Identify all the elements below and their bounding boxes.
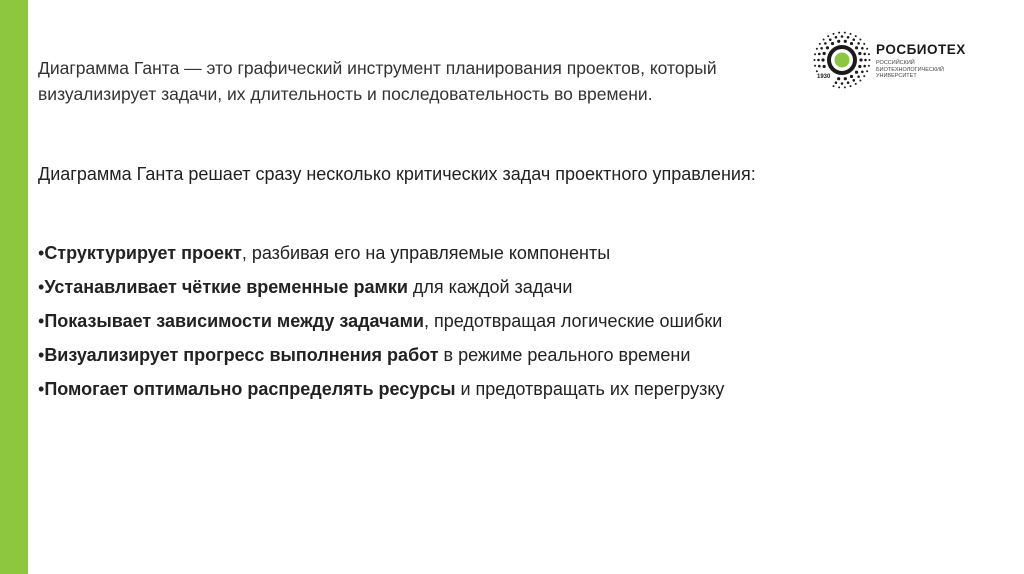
logo-dot	[818, 53, 821, 56]
logo-dot	[833, 33, 835, 35]
bullet-text: и предотвращать их перегрузку	[455, 379, 725, 399]
logo-dot	[820, 47, 823, 50]
logo-dot	[858, 52, 861, 55]
list-item: •Визуализирует прогресс выполнения работ в режиме реального времени	[38, 345, 691, 365]
logo-dot	[814, 65, 816, 67]
logo-dot	[868, 53, 870, 55]
bullet-bold-text: Помогает оптимально распределять ресурсы	[44, 379, 456, 399]
bullet-bold-text: Структурирует проект	[44, 243, 242, 263]
logo-dot	[838, 32, 840, 34]
logo-name: РОСБИОТЕХ	[876, 42, 966, 57]
logo-subtitle-line: УНИВЕРСИТЕТ	[876, 73, 917, 79]
list-item: •Показывает зависимости между задачами, предотвращая логические ошибки	[38, 311, 723, 331]
logo-dot	[863, 43, 865, 45]
bullet-bold-text: Устанавливает чёткие временные рамки	[44, 277, 408, 297]
logo-dot	[859, 58, 862, 61]
logo-dot	[847, 36, 850, 39]
logo-dot	[844, 77, 847, 80]
logo-dot	[852, 79, 855, 82]
bullet-text: в режиме реального времени	[438, 345, 691, 365]
logo-dot	[814, 53, 816, 55]
logo-dot	[855, 83, 857, 85]
logo-dot	[835, 36, 838, 39]
logo-dot	[855, 46, 858, 49]
logo-dot	[838, 86, 840, 88]
accent-side-bar	[0, 0, 28, 574]
logo-dot	[833, 85, 835, 87]
logo-dot	[819, 43, 821, 45]
logo-dot	[829, 38, 832, 41]
logo-dot	[817, 59, 820, 62]
bullet-bold-text: Визуализирует прогресс выполнения работ	[44, 345, 439, 365]
logo-dot	[850, 33, 852, 35]
logo-dot	[847, 81, 850, 84]
logo-dot	[831, 42, 834, 45]
bullet-text: для каждой задачи	[407, 277, 573, 297]
logo-dot	[816, 48, 818, 50]
list-item: •Помогает оптимально распределять ресурсы и предотвращать их перегрузку	[38, 379, 725, 399]
list-item: •Структурирует проект, разбивая его на управляемые компоненты	[38, 243, 611, 263]
logo-dot	[858, 65, 861, 68]
logo-dot	[859, 39, 861, 41]
benefits-list	[38, 242, 798, 412]
logo-dot	[857, 42, 860, 45]
logo-dot	[861, 70, 864, 73]
logo-dot	[857, 75, 860, 78]
logo-dot	[861, 47, 864, 50]
logo-dot	[850, 75, 853, 78]
logo-dot	[826, 46, 829, 49]
logo-dot	[841, 82, 844, 85]
logo-dot	[852, 38, 855, 41]
logo-dot	[844, 40, 847, 43]
svg-text:1930: 1930	[817, 74, 831, 80]
logo-dot	[837, 77, 840, 80]
logo-dot	[824, 42, 827, 45]
logo-dot	[835, 81, 838, 84]
logo-dot	[850, 42, 853, 45]
logo-subtitle	[876, 60, 944, 80]
logo-dot	[866, 48, 868, 50]
logo-dot	[837, 40, 840, 43]
logo-dot	[859, 79, 861, 81]
bullet-bold-text: Показывает зависимости между задачами	[44, 311, 424, 331]
logo-dot	[863, 65, 866, 68]
logo-dot	[844, 32, 846, 34]
logo-dot	[844, 86, 846, 88]
list-item: •Устанавливает чёткие временные рамки для каждой задачи	[38, 277, 573, 297]
logo-dot	[821, 58, 824, 61]
logo-dot	[818, 65, 821, 68]
logo-dot	[841, 35, 844, 38]
university-logo	[812, 30, 992, 90]
logo-dot	[868, 65, 870, 67]
logo-dot	[850, 85, 852, 87]
logo-dot	[823, 39, 825, 41]
logo-dot	[866, 70, 868, 72]
bullet-text: , предотвращая логические ошибки	[423, 311, 723, 331]
logo-dot	[863, 75, 865, 77]
logo-dot	[827, 35, 829, 37]
logo-dot	[855, 71, 858, 74]
logo-subtitle-line: БИОТЕХНОЛОГИЧЕСКИЙ	[876, 66, 944, 73]
logo-dot	[864, 59, 867, 62]
bullet-text: , разбивая его на управляемые компоненты	[241, 243, 611, 263]
logo-dot	[823, 52, 826, 55]
logo-dot	[863, 53, 866, 56]
logo-dot	[816, 70, 818, 72]
logo-dot	[855, 35, 857, 37]
logo-dot	[814, 59, 816, 61]
logo-dot	[823, 65, 826, 68]
rosbiotech-logo-mark	[812, 30, 872, 90]
logo-dot	[869, 59, 871, 61]
intro-paragraph: Диаграмма Ганта — это графический инструмент планирования проектов, который визуализирует задачи, их длительность и последовательность во времени.	[38, 58, 717, 104]
lead-paragraph: Диаграмма Ганта решает сразу несколько критических задач проектного управления:	[38, 164, 756, 184]
logo-subtitle-line: РОССИЙСКИЙ	[876, 60, 915, 66]
